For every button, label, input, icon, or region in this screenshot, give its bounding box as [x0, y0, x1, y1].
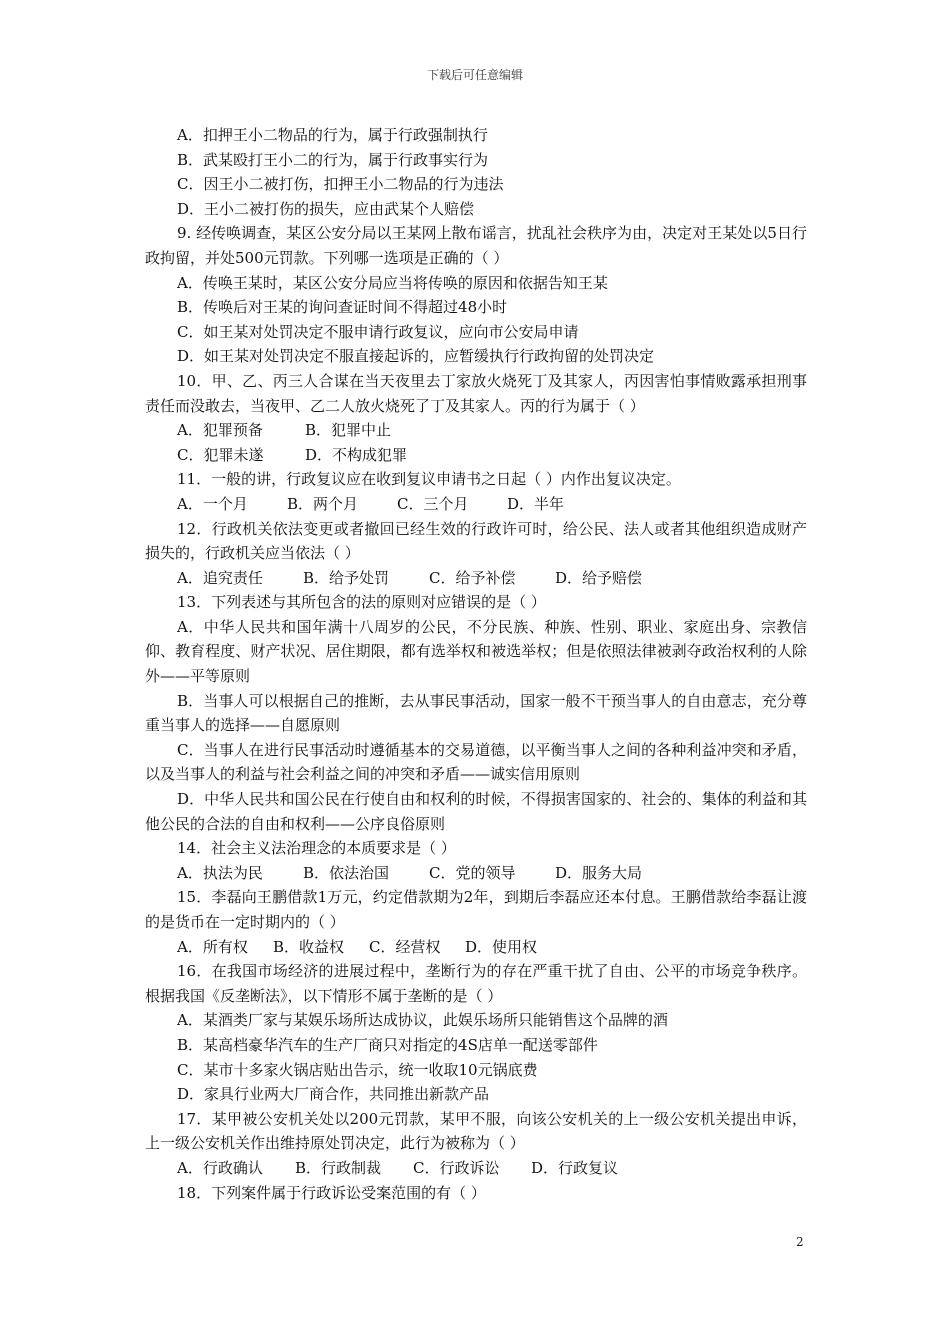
option-b: B．武某殴打王小二的行为，属于行政事实行为	[177, 150, 489, 169]
question-15: 15．李磊向王鹏借款1万元，约定借款期为2年，到期后李磊应还本付息。王鹏借款给李磊让渡的是货币在一定时期内的（ ）	[145, 888, 807, 931]
q10-option-d: D．不构成犯罪	[305, 445, 408, 464]
q15-option-a: A．所有权	[177, 937, 248, 956]
q10-option-a: A．犯罪预备	[177, 421, 263, 440]
q16-option-a: A．某酒类厂家与某娱乐场所达成协议，此娱乐场所只能销售这个品牌的酒	[177, 1011, 668, 1030]
q10-options-row-2	[145, 443, 807, 468]
q9-option-a: A．传唤王某时，某区公安分局应当将传唤的原因和依据告知王某	[177, 273, 608, 292]
q16-option-c: C．某市十多家火锅店贴出告示，统一收取10元锅底费	[177, 1060, 538, 1079]
document-body	[145, 123, 807, 1205]
question-9: 9. 经传唤调查，某区公安分局以王某网上散布谣言，扰乱社会秩序为由，决定对王某处以5日行政拘留，并处500元罚款。下列哪一选项是正确的（ ）	[145, 224, 807, 267]
q14-option-a: A．执法为民	[177, 863, 263, 882]
q12-option-b: B．给予处罚	[303, 568, 390, 587]
q12-option-c: C．给予补偿	[429, 568, 516, 587]
q17-option-b: B．行政制裁	[295, 1158, 382, 1177]
q16-option-d: D．家具行业两大厂商合作，共同推出新款产品	[177, 1085, 490, 1104]
q15-option-b: B．收益权	[273, 937, 345, 956]
question-13: 13．下列表述与其所包含的法的原则对应错误的是（ ）	[177, 593, 546, 612]
option-d: D．王小二被打伤的损失，应由武某个人赔偿	[177, 199, 475, 218]
option-a: A．扣押王小二物品的行为，属于行政强制执行	[177, 126, 488, 144]
q12-option-d: D．给予赔偿	[555, 568, 643, 587]
q11-options	[145, 492, 807, 517]
q14-option-c: C．党的领导	[429, 863, 516, 882]
option-c: C．因王小二被打伤，扣押王小二物品的行为违法	[177, 175, 504, 194]
q11-option-c: C．三个月	[397, 494, 469, 513]
q13-option-d: D．中华人民共和国公民在行使自由和权利的时候，不得损害国家的、社会的、集体的利益和其他公民的合法的自由和权利——公序良俗原则	[145, 790, 807, 833]
q14-option-b: B．依法治国	[303, 863, 390, 882]
q9-option-d: D．如王某对处罚决定不服直接起诉的，应暂缓执行行政拘留的处罚决定	[177, 347, 655, 366]
q9-option-b: B．传唤后对王某的询问查证时间不得超过48小时	[177, 298, 508, 317]
q11-option-b: B．两个月	[287, 494, 359, 513]
question-17: 17．某甲被公安机关处以200元罚款，某甲不服，向该公安机关的上一级公安机关提出申诉，上一级公安机关作出维持原处罚决定，此行为被称为（ ）	[145, 1109, 807, 1153]
question-11: 11．一般的讲，行政复议应在收到复议申请书之日起（ ）内作出复议决定。	[177, 470, 681, 489]
q12-option-a: A．追究责任	[177, 568, 263, 587]
q10-option-b: B．犯罪中止	[305, 421, 392, 440]
q15-option-d: D．使用权	[465, 937, 538, 956]
q17-options	[145, 1156, 807, 1181]
q14-options	[145, 861, 807, 886]
page-number: 2	[796, 1235, 804, 1249]
q17-option-a: A．行政确认	[177, 1158, 263, 1177]
question-18: 18．下列案件属于行政诉讼受案范围的有（ ）	[177, 1183, 486, 1202]
question-10: 10．甲、乙、丙三人合谋在当天夜里去丁家放火烧死丁及其家人，丙因害怕事情败露承担刑事责任而没敢去，当夜甲、乙二人放火烧死了丁及其家人。丙的行为属于（ ）	[145, 371, 807, 415]
q14-option-d: D．服务大局	[555, 863, 643, 882]
q16-option-b: B．某高档豪华汽车的生产厂商只对指定的4S店单一配送零部件	[177, 1035, 598, 1054]
q12-options	[145, 566, 807, 591]
q15-option-c: C．经营权	[369, 937, 441, 956]
q13-option-a: A．中华人民共和国年满十八周岁的公民，不分民族、种族、性别、职业、家庭出身、宗教信仰、教育程度、财产状况、居住期限，都有选举权和被选举权；但是依照法律被剥夺政治权利的人除外——平等原则	[145, 617, 807, 686]
q11-option-a: A．一个月	[177, 494, 248, 513]
q9-option-c: C．如王某对处罚决定不服申请行政复议，应向市公安局申请	[177, 322, 579, 341]
page-header: 下载后可任意编辑	[426, 68, 523, 82]
q11-option-d: D．半年	[507, 494, 565, 513]
q13-option-b: B．当事人可以根据自己的推断，去从事民事活动，国家一般不干预当事人的自由意志，充分尊重当事人的选择——自愿原则	[145, 691, 807, 735]
q13-option-c: C．当事人在进行民事活动时遵循基本的交易道德，以平衡当事人之间的各种利益冲突和矛盾，以及当事人的利益与社会利益之间的冲突和矛盾——诚实信用原则	[145, 740, 807, 784]
question-14: 14．社会主义法治理念的本质要求是（ ）	[177, 839, 456, 858]
q10-options-row-1	[145, 418, 807, 443]
question-12: 12．行政机关依法变更或者撤回已经生效的行政许可时，给公民、法人或者其他组织造成财产损失的，行政机关应当依法（ ）	[145, 519, 807, 563]
q15-options	[145, 935, 807, 960]
question-16: 16．在我国市场经济的进展过程中，垄断行为的存在严重干扰了自由、公平的市场竞争秩序。根据我国《反垄断法》，以下情形不属于垄断的是（ ）	[145, 962, 807, 1005]
q10-option-c: C．犯罪未遂	[177, 445, 264, 464]
q17-option-d: D．行政复议	[531, 1158, 619, 1177]
q17-option-c: C．行政诉讼	[413, 1158, 500, 1177]
